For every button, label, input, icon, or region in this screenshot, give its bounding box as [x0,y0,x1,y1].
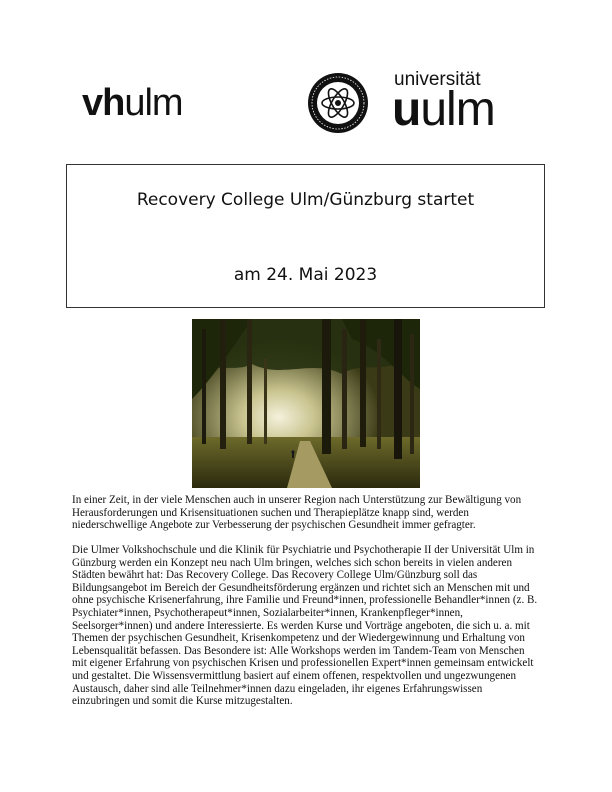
title-box [66,164,545,308]
page-title: Recovery College Ulm/Günzburg startet [136,190,475,210]
uni-logo-small-text: universität [394,69,481,90]
university-seal-icon [307,72,369,134]
uni-logo-bold: u [392,83,421,136]
intro-paragraph: In einer Zeit, in der viele Menschen auch in unserer Region nach Unterstützung zur Bewältigung von Herausforderungen und Krisensituationen suchen und Therapieplätze knapp sind, werden niederschwellige Angebote zur Verbesserung der psychischen Gesundheit immer gefragter. [72,494,522,532]
vhs-logo-bold: vh [82,82,125,124]
forest-path-photo [192,319,420,488]
page-subtitle-date: am 24. Mai 2023 [233,265,378,285]
uni-logo-regular: ulm [420,83,495,136]
body-paragraph: Die Ulmer Volkshochschule und die Klinik für Psychiatrie und Psychotherapie II der Universität Ulm in Günzburg werden ein Konzept neu nach Ulm bringen, welches sich schon bereits in vielen anderen Städten bewährt hat: Das Recovery College. Das Recovery College Ulm/Günzburg soll das Bildungsangebot im Bereich der Gesundheitsförderung ergänzen und richtet sich an Menschen mit und ohne psychische Krisenerfahrung, ihre Familie und Freund*innen, professionelle Behandler*innen (z. B. Psychiater*innen, Psychotherapeut*innen, Sozialarbeiter*innen, Krankenpfleger*innen, Seelsorger*innen) und andere Interessierte. Es werden Kurse und Vorträge angeboten, die sich u. a. mit Themen der psychischen Gesundheit, Krisenkompetenz und der Wiedergewinnung und Erhaltung von Lebensqualität befassen. Das Besondere ist: Alle Workshops werden im Tandem-Team von Menschen mit eigener Erfahrung von psychischen Krisen und professionellen Expert*innen gemeinsam entwickelt und gestaltet. Die Wissensvermittlung basiert auf einem offenen, respektvollen und ungezwungenen Austausch, daher sind alle Teilnehmer*innen dazu eingeladen, ihr eigenes Erfahrungswissen einzubringen und somit die Kurse mitzugestalten. [72,544,538,708]
uni-ulm-logo [392,83,495,136]
vhs-ulm-logo [82,84,183,122]
vhs-logo-regular: ulm [124,82,183,124]
